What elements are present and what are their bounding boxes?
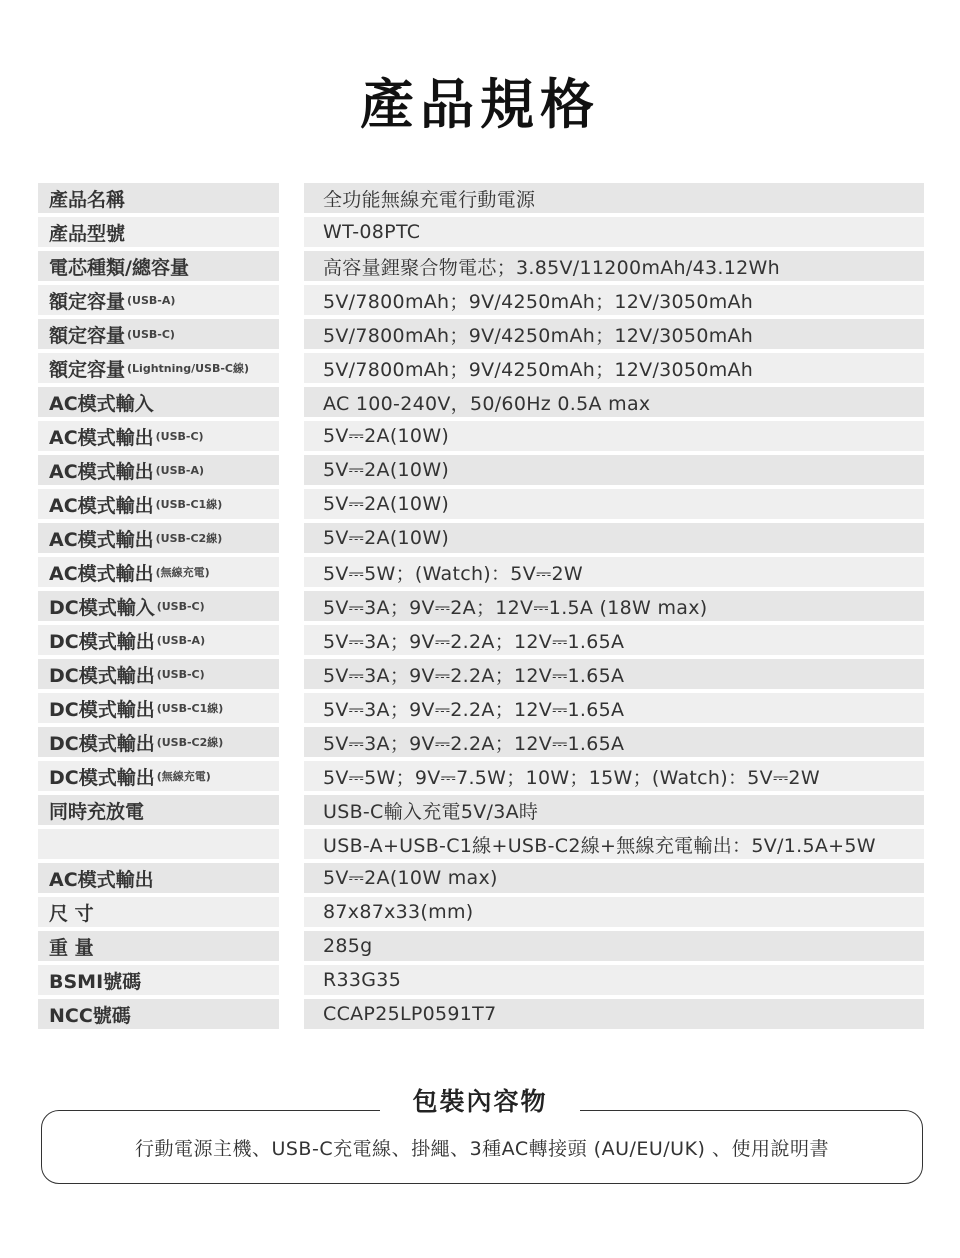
spec-label-cell xyxy=(38,183,279,213)
spec-label-cell xyxy=(38,761,279,791)
spec-value: 5V⎓2A(10W) xyxy=(304,421,924,451)
spec-row xyxy=(38,761,924,791)
spec-row xyxy=(38,523,924,553)
spec-value: 5V⎓2A(10W max) xyxy=(304,863,924,893)
spec-row xyxy=(38,693,924,723)
spec-label: 額定容量 xyxy=(49,358,126,381)
spec-label-cell xyxy=(38,897,279,927)
spec-value: USB-A+USB-C1線+USB-C2線+無線充電輸出：5V/1.5A+5W xyxy=(304,829,924,859)
spec-row xyxy=(38,557,924,587)
spec-label-sub: (無線充電) xyxy=(156,770,211,783)
spec-row xyxy=(38,659,924,689)
spec-label: DC模式輸出 xyxy=(49,630,155,653)
spec-label: NCC號碼 xyxy=(49,1004,131,1027)
spec-row xyxy=(38,897,924,927)
spec-label-cell xyxy=(38,931,279,961)
spec-label-sub: (USB-A) xyxy=(156,633,206,647)
spec-label: 同時充放電 xyxy=(49,800,145,823)
spec-value: 5V⎓2A(10W) xyxy=(304,455,924,485)
spec-row xyxy=(38,421,924,451)
spec-label-cell xyxy=(38,693,279,723)
spec-label-sub: (USB-C) xyxy=(155,429,204,443)
spec-row xyxy=(38,285,924,315)
spec-label-sub: (USB-C) xyxy=(156,599,205,613)
spec-value: 5V⎓3A；9V⎓2.2A；12V⎓1.65A xyxy=(304,625,924,655)
spec-label-cell xyxy=(38,421,279,451)
package-title xyxy=(0,1082,960,1118)
spec-label: AC模式輸出 xyxy=(49,562,154,585)
spec-label: 尺 寸 xyxy=(49,902,94,925)
spec-value: USB-C輸入充電5V/3A時 xyxy=(304,795,924,825)
spec-label-sub: (USB-A) xyxy=(155,463,205,477)
spec-label: AC模式輸出 xyxy=(49,426,154,449)
spec-row xyxy=(38,489,924,519)
spec-value: 5V⎓3A；9V⎓2.2A；12V⎓1.65A xyxy=(304,727,924,757)
spec-label: 產品名稱 xyxy=(49,188,126,211)
spec-label-sub: (USB-C) xyxy=(156,667,205,681)
spec-label-cell xyxy=(38,863,279,893)
spec-value: 5V⎓3A；9V⎓2.2A；12V⎓1.65A xyxy=(304,659,924,689)
spec-row xyxy=(38,625,924,655)
spec-label-cell xyxy=(38,523,279,553)
spec-row xyxy=(38,999,924,1029)
spec-label: DC模式輸出 xyxy=(49,732,155,755)
spec-label-cell xyxy=(38,285,279,315)
spec-row xyxy=(38,591,924,621)
spec-label: AC模式輸入 xyxy=(49,392,154,415)
spec-value: 285g xyxy=(304,931,924,961)
spec-label-cell xyxy=(38,999,279,1029)
spec-value: R33G35 xyxy=(304,965,924,995)
spec-label-cell xyxy=(38,829,279,859)
package-contents-box xyxy=(41,1110,923,1184)
spec-value: 高容量鋰聚合物電芯；3.85V/11200mAh/43.12Wh xyxy=(304,251,924,281)
spec-label-sub: (USB-C1線) xyxy=(155,498,223,511)
spec-row xyxy=(38,795,924,825)
spec-label: 額定容量 xyxy=(49,290,126,313)
spec-value: WT-08PTC xyxy=(304,217,924,247)
spec-row xyxy=(38,251,924,281)
spec-label: BSMI號碼 xyxy=(49,970,142,993)
spec-label-sub: (無線充電) xyxy=(155,566,210,579)
spec-label-cell xyxy=(38,965,279,995)
spec-label-sub: (Lightning/USB-C線) xyxy=(127,362,250,375)
spec-label-cell xyxy=(38,625,279,655)
package-title-text: 包裝內容物 xyxy=(398,1082,561,1118)
spec-label: AC模式輸出 xyxy=(49,528,154,551)
spec-row xyxy=(38,455,924,485)
page-title: 產品規格 xyxy=(360,73,600,136)
spec-value: 5V/7800mAh；9V/4250mAh；12V/3050mAh xyxy=(304,319,924,349)
spec-value: 5V/7800mAh；9V/4250mAh；12V/3050mAh xyxy=(304,353,924,383)
spec-value: 全功能無線充電行動電源 xyxy=(304,183,924,213)
spec-label-cell xyxy=(38,489,279,519)
spec-label-cell xyxy=(38,591,279,621)
spec-label-cell xyxy=(38,387,279,417)
spec-row xyxy=(38,727,924,757)
spec-label: DC模式輸出 xyxy=(49,664,155,687)
spec-label-cell xyxy=(38,727,279,757)
spec-label-sub: (USB-C2線) xyxy=(155,532,223,545)
spec-label: AC模式輸出 xyxy=(49,868,154,891)
spec-value: 5V⎓3A；9V⎓2.2A；12V⎓1.65A xyxy=(304,693,924,723)
spec-row xyxy=(38,829,924,859)
spec-label: AC模式輸出 xyxy=(49,494,154,517)
spec-label-cell xyxy=(38,455,279,485)
spec-label: AC模式輸出 xyxy=(49,460,154,483)
spec-table xyxy=(38,183,924,1033)
spec-label-cell xyxy=(38,795,279,825)
spec-label-cell xyxy=(38,319,279,349)
spec-label-cell xyxy=(38,251,279,281)
spec-label: DC模式輸出 xyxy=(49,766,155,789)
spec-value: CCAP25LP0591T7 xyxy=(304,999,924,1029)
spec-value: 87x87x33(mm) xyxy=(304,897,924,927)
spec-row xyxy=(38,863,924,893)
spec-label-cell xyxy=(38,557,279,587)
spec-row xyxy=(38,183,924,213)
spec-label-cell xyxy=(38,353,279,383)
spec-label-sub: (USB-C) xyxy=(127,327,175,341)
spec-value: 5V⎓5W；9V⎓7.5W；10W；15W；(Watch)：5V⎓2W xyxy=(304,761,924,791)
spec-value: 5V⎓2A(10W) xyxy=(304,523,924,553)
spec-value: 5V⎓3A；9V⎓2A；12V⎓1.5A (18W max) xyxy=(304,591,924,621)
spec-value: 5V⎓2A(10W) xyxy=(304,489,924,519)
spec-row xyxy=(38,387,924,417)
spec-row xyxy=(38,965,924,995)
package-contents-text: 行動電源主機、USB-C充電線、掛繩、3種AC轉接頭 (AU/EU/UK) 、使用說明書 xyxy=(134,1137,830,1160)
spec-label-sub: (USB-A) xyxy=(127,293,176,307)
spec-label: 重 量 xyxy=(49,936,94,959)
spec-row xyxy=(38,319,924,349)
spec-value: 5V⎓5W；(Watch)：5V⎓2W xyxy=(304,557,924,587)
spec-label: DC模式輸出 xyxy=(49,698,155,721)
spec-row xyxy=(38,217,924,247)
spec-label: 產品型號 xyxy=(49,222,126,245)
spec-label-sub: (USB-C1線) xyxy=(156,702,224,715)
spec-label-sub: (USB-C2線) xyxy=(156,736,224,749)
spec-row xyxy=(38,353,924,383)
spec-label: 額定容量 xyxy=(49,324,126,347)
spec-label-cell xyxy=(38,659,279,689)
spec-row xyxy=(38,931,924,961)
spec-label-cell xyxy=(38,217,279,247)
spec-label: DC模式輸入 xyxy=(49,596,155,619)
spec-label: 電芯種類/總容量 xyxy=(49,256,189,279)
spec-value: AC 100-240V，50/60Hz 0.5A max xyxy=(304,387,924,417)
spec-value: 5V/7800mAh；9V/4250mAh；12V/3050mAh xyxy=(304,285,924,315)
